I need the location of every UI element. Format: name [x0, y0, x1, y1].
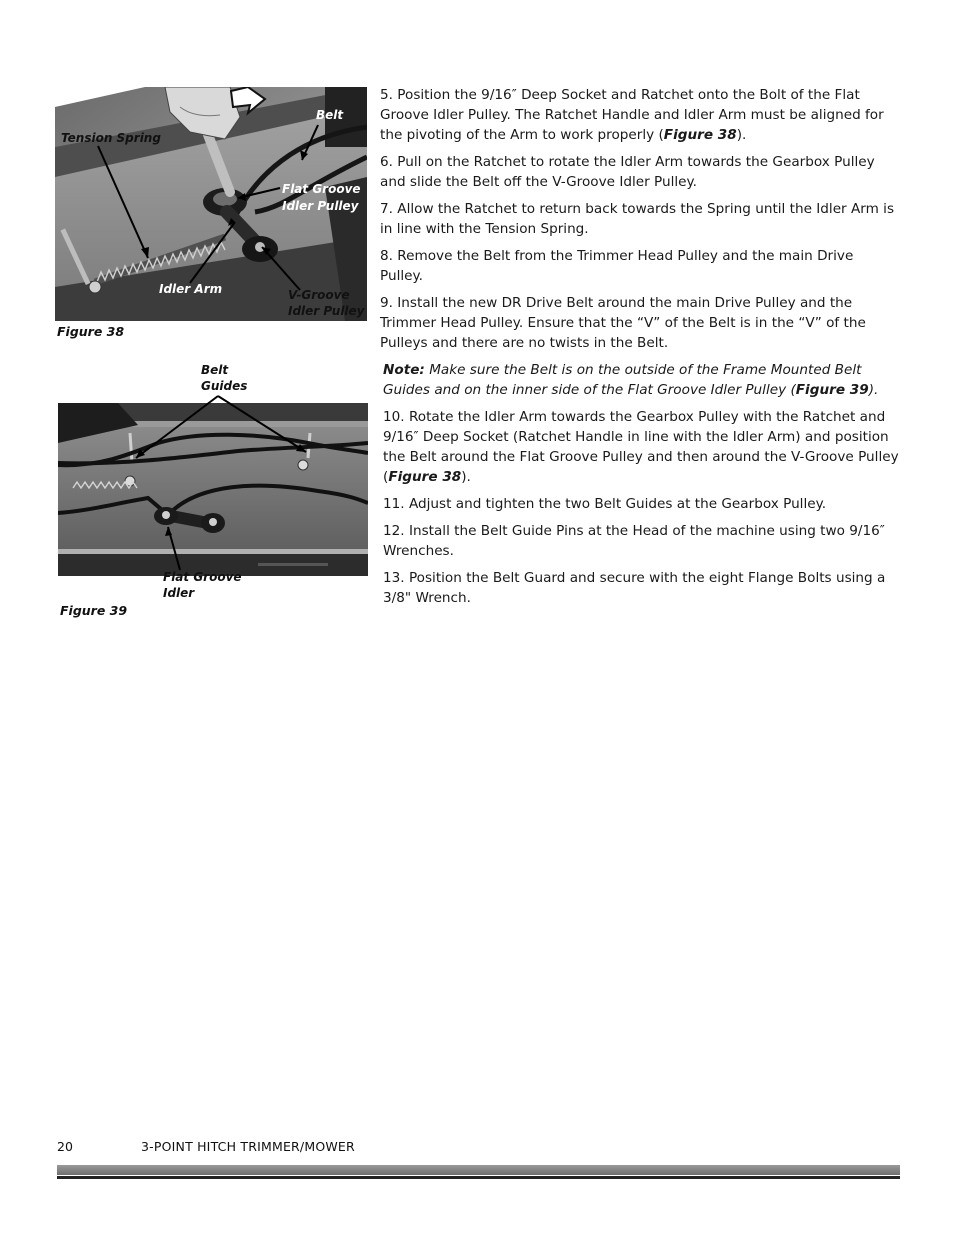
footer-rule-thin [57, 1176, 900, 1179]
label-v-groove-idler-pulley-line1: V-Groove [288, 288, 350, 302]
note-end: ). [868, 382, 879, 398]
label-tension-spring: Tension Spring [61, 131, 161, 145]
label-flat-groove-idler-pulley-line1: Flat Groove [282, 182, 361, 196]
note [380, 360, 900, 400]
label-belt-guides-line2: Guides [201, 379, 248, 393]
label-belt: Belt [316, 108, 344, 122]
step-10-text: 10. Rotate the Idler Arm towards the Gearbox Pulley with the Ratchet and 9/16″ Deep Socket (Ratchet Handle in line with the Idler Arm) and position the Belt around the Flat Groove Pulley and then around the V-Groove Pulley ( [383, 409, 899, 485]
label-belt-guides-line1: Belt [201, 363, 229, 377]
step-11: 11. Adjust and tighten the two Belt Guides at the Gearbox Pulley. [383, 496, 827, 512]
step-6: 6. Pull on the Ratchet to rotate the Idler Arm towards the Gearbox Pulley and slide the Belt off the V-Groove Idler Pulley. [380, 154, 875, 190]
figure-38-caption: Figure 38 [57, 324, 125, 339]
step-10-figure-ref: Figure 38 [388, 469, 462, 485]
label-flat-groove-idler-line2: Idler [163, 586, 195, 600]
step-8: 8. Remove the Belt from the Trimmer Head Pulley and the main Drive Pulley. [380, 248, 854, 284]
note-figure-ref: Figure 39 [795, 382, 869, 398]
label-v-groove-idler-pulley-line2: Idler Pulley [288, 304, 365, 318]
step-12: 12. Install the Belt Guide Pins at the Head of the machine using two 9/16″ Wrenches. [383, 523, 885, 559]
footer-rule [57, 1165, 900, 1175]
label-flat-groove-idler-pulley-line2: Idler Pulley [282, 199, 359, 213]
step-5-end: ). [736, 127, 747, 143]
footer-title: 3-POINT HITCH TRIMMER/MOWER [141, 1139, 355, 1154]
note-text: Make sure the Belt is on the outside of the Frame Mounted Belt Guides and on the inner side of the Flat Groove Idler Pulley ( [383, 362, 862, 398]
step-7: 7. Allow the Ratchet to return back towards the Spring until the Idler Arm is in line with the Tension Spring. [380, 201, 895, 237]
page-number: 20 [57, 1139, 73, 1154]
step-5-figure-ref: Figure 38 [663, 127, 737, 143]
step-5 [380, 85, 900, 145]
figure-39-caption: Figure 39 [60, 603, 128, 618]
label-flat-groove-idler-line1: Flat Groove [163, 570, 242, 584]
note-label: Note: [383, 362, 425, 378]
step-10-end: ). [461, 469, 471, 485]
step-9: 9. Install the new DR Drive Belt around the main Drive Pulley and the Trimmer Head Pulley. Ensure that the “V” of the Belt is in the “V” of the Pulleys and there are no twists in the Belt. [380, 295, 866, 351]
step-10 [380, 407, 900, 487]
step-5-text: 5. Position the 9/16″ Deep Socket and Ratchet onto the Bolt of the Flat Groove Idler Pulley. The Ratchet Handle and Idler Arm must be aligned for the pivoting of the Arm to work properly ( [380, 87, 884, 143]
label-idler-arm: Idler Arm [159, 282, 223, 296]
step-13: 13. Position the Belt Guard and secure with the eight Flange Bolts using a 3/8" Wrench. [383, 570, 886, 606]
instructions-column [380, 85, 900, 615]
